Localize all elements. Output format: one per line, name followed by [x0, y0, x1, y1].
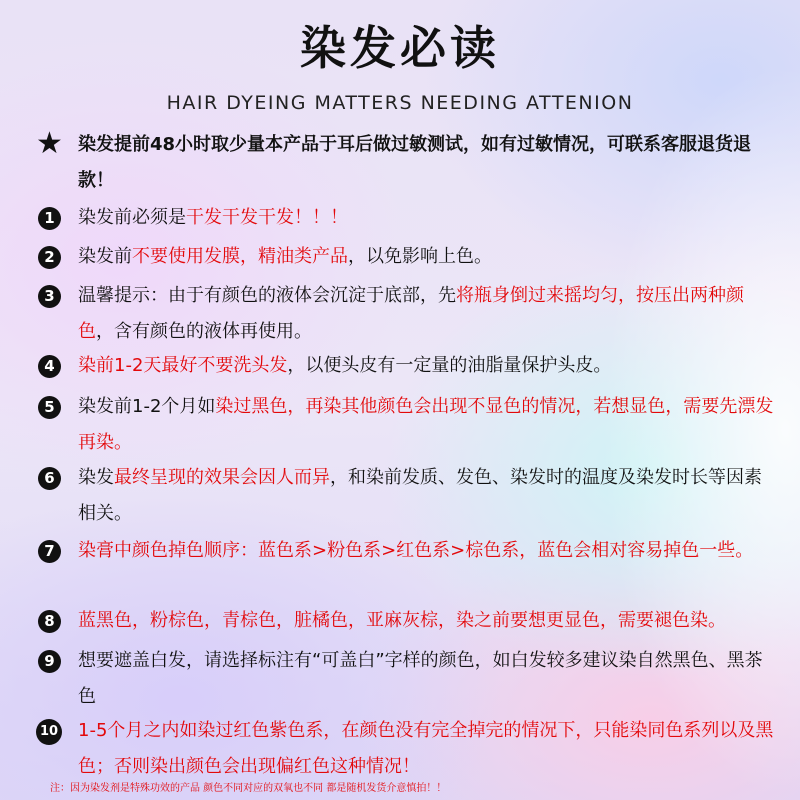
list-item-text	[78, 713, 778, 785]
number-2-icon: 2	[38, 246, 61, 269]
footnote: 注：因为染发剂是特殊功效的产品 颜色不同对应的双氧也不同 都是随机发货介意慎拍！！	[50, 783, 447, 794]
text-segment: ，以便头皮有一定量的油脂量保护头皮。	[287, 355, 612, 376]
number-6-icon: 6	[38, 467, 61, 490]
text-segment: 染发前	[78, 246, 132, 267]
list-item	[38, 389, 778, 461]
text-segment-red: 染膏中颜色掉色顺序：蓝色系>粉色系>红色系>棕色系，蓝色会相对容易掉色一些。	[78, 540, 754, 561]
text-segment-red: 干发干发干发！！！	[186, 207, 348, 228]
text-segment-red: 1-5个月之内如染过红色紫色系，在颜色没有完全掉完的情况下，只能染同色系列以及黑色；否则染出颜色会出现偏红色这种情况！	[78, 720, 774, 777]
text-segment-red: 蓝黑色，粉棕色，青棕色，脏橘色，亚麻灰棕，染之前要想更显色，需要褪色染。	[78, 610, 726, 631]
list-item-text	[78, 278, 778, 350]
list-item-text	[78, 533, 778, 569]
intro-notice	[38, 127, 778, 199]
list-item-text	[78, 643, 778, 715]
list-item-text	[78, 603, 778, 639]
text-segment-red: 最终呈现的效果会因人而异	[114, 467, 330, 488]
star-icon: ★	[36, 126, 63, 161]
intro-text: 染发提前48小时取少量本产品于耳后做过敏测试，如有过敏情况，可联系客服退货退款！	[78, 134, 752, 191]
list-item	[38, 239, 778, 275]
text-segment: 想要遮盖白发，请选择标注有“可盖白”字样的颜色，如白发较多建议染自然黑色、黑茶色	[78, 650, 763, 707]
list-item-text	[78, 460, 778, 532]
list-item	[38, 200, 778, 236]
number-8-icon: 8	[38, 610, 61, 633]
page-subtitle: HAIR DYEING MATTERS NEEDING ATTENION	[166, 92, 634, 114]
list-item	[38, 643, 778, 715]
number-10-icon: 10	[36, 719, 62, 745]
list-item	[38, 460, 778, 532]
list-item-text	[78, 239, 778, 275]
number-5-icon: 5	[38, 396, 61, 419]
text-segment-red: 不要使用发膜，精油类产品	[132, 246, 348, 267]
list-item-text	[78, 389, 778, 461]
text-segment-red: 将瓶身倒过来摇均匀，按压出两种颜色	[78, 285, 744, 342]
number-7-icon: 7	[38, 540, 61, 563]
text-segment: ，含有颜色的液体再使用。	[96, 321, 312, 342]
list-item	[38, 533, 778, 569]
text-segment-red: 染前1-2天最好不要洗头发	[78, 355, 288, 376]
text-segment: ，以免影响上色。	[348, 246, 492, 267]
list-item	[38, 713, 778, 785]
number-1-icon: 1	[38, 207, 61, 230]
text-segment: 染发前必须是	[78, 207, 186, 228]
list-item	[38, 278, 778, 350]
number-3-icon: 3	[38, 285, 61, 308]
text-segment: 温馨提示：由于有颜色的液体会沉淀于底部，先	[78, 285, 456, 306]
list-item-text	[78, 200, 778, 236]
number-9-icon: 9	[38, 650, 61, 673]
number-4-icon: 4	[38, 355, 61, 378]
text-segment: 染发	[78, 467, 114, 488]
list-item	[38, 348, 778, 384]
list-item-text	[78, 348, 778, 384]
text-segment: ，和染前发质、发色、染发时的温度及染发时长等因素相关。	[78, 467, 762, 524]
text-segment: 染发前1-2个月如	[78, 396, 216, 417]
list-item	[38, 603, 778, 639]
text-segment-red: 染过黑色，再染其他颜色会出现不显色的情况，若想显色，需要先漂发再染。	[78, 396, 774, 453]
page-title: 染发必读	[300, 21, 500, 75]
